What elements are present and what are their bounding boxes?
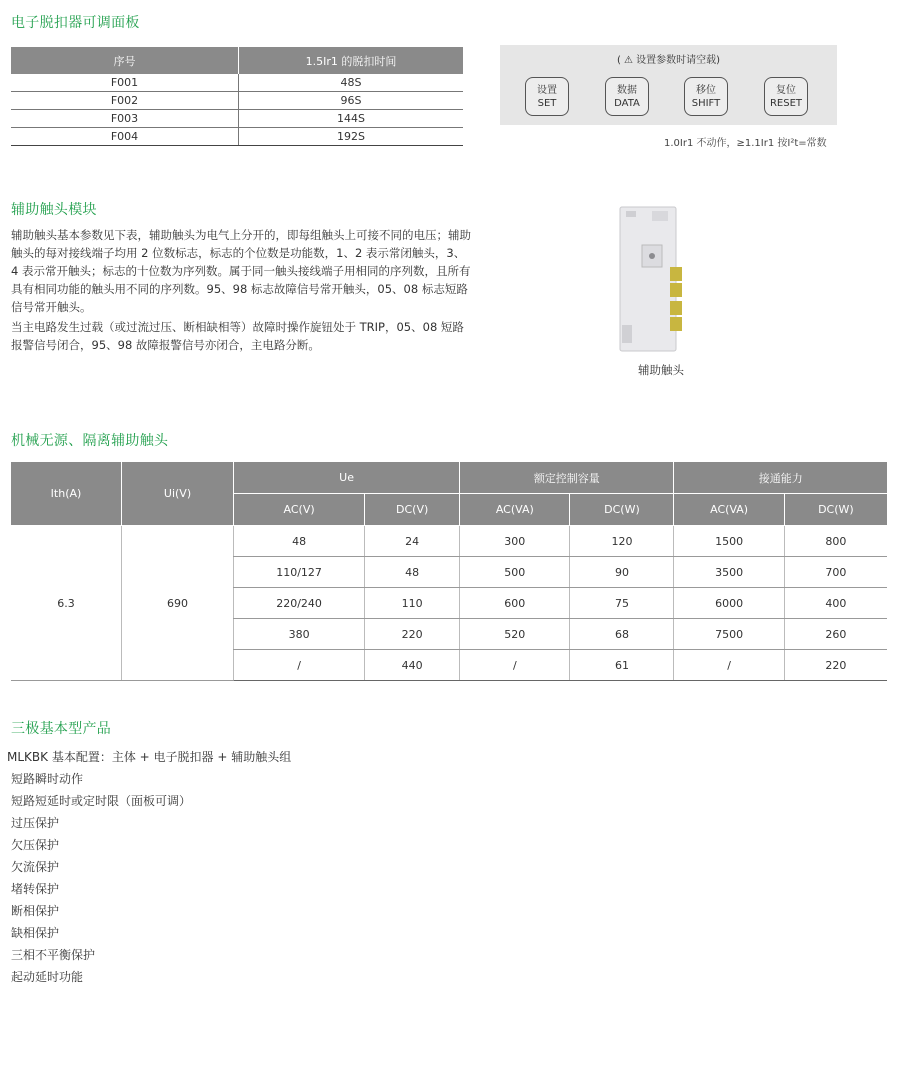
set-button[interactable]	[525, 77, 569, 116]
cell: 220	[784, 650, 887, 681]
reset-button-en: RESET	[769, 97, 803, 109]
cell: 300	[460, 526, 570, 557]
list-item: 过压保护	[11, 816, 60, 830]
cell-ui: 690	[122, 526, 234, 681]
col-header-making-ac: AC(VA)	[674, 494, 784, 526]
feature-list	[7, 746, 292, 988]
col-header-making-capacity: 接通能力	[674, 462, 887, 494]
cell: 380	[234, 619, 365, 650]
panel-note: 1.0Ir1 不动作，≥1.1Ir1 按I²t=常数	[664, 138, 827, 149]
col-header-making-dc: DC(W)	[784, 494, 887, 526]
cell: 90	[570, 557, 674, 588]
cell: 24	[365, 526, 460, 557]
cell: 110/127	[234, 557, 365, 588]
shift-button[interactable]	[684, 77, 728, 116]
cell: F002	[11, 92, 239, 110]
cell: 400	[784, 588, 887, 619]
cell: 110	[365, 588, 460, 619]
list-item: 短路短延时或定时限（面板可调）	[11, 794, 192, 808]
section-title-3pole: 三极基本型产品	[11, 721, 112, 737]
shift-button-en: SHIFT	[691, 97, 721, 109]
set-button-cn: 设置	[537, 84, 557, 96]
section-title-trip-panel: 电子脱扣器可调面板	[11, 15, 140, 31]
cell: 48	[234, 526, 365, 557]
col-header-ue-dc: DC(V)	[365, 494, 460, 526]
table-row	[11, 526, 887, 557]
cell: 48S	[239, 74, 464, 92]
cell: 440	[365, 650, 460, 681]
section-title-mech-contact: 机械无源、隔离辅助触头	[11, 433, 169, 449]
cell: 96S	[239, 92, 464, 110]
cell: 520	[460, 619, 570, 650]
cell: /	[460, 650, 570, 681]
cell: 500	[460, 557, 570, 588]
cell: /	[234, 650, 365, 681]
list-item: 短路瞬时动作	[11, 772, 84, 786]
cell: 48	[365, 557, 460, 588]
col-header-rated-capacity: 额定控制容量	[460, 462, 674, 494]
col-header-rated-dc: DC(W)	[570, 494, 674, 526]
col-header-ith: Ith(A)	[11, 462, 122, 526]
cell: 68	[570, 619, 674, 650]
aux-contact-image	[612, 205, 692, 355]
cell: /	[674, 650, 784, 681]
cell: 1500	[674, 526, 784, 557]
trip-time-table	[11, 47, 463, 146]
cell: 220/240	[234, 588, 365, 619]
cell: 61	[570, 650, 674, 681]
col-header-no: 序号	[11, 47, 239, 74]
section-title-aux-contact: 辅助触头模块	[11, 202, 97, 218]
aux-paragraph-1: 辅助触头基本参数见下表，辅助触头为电气上分开的，即每组触头上可接不同的电压；辅助触头的每对接线端子均用 2 位数标志，标志的个位数是功能数，1、2 表示常闭触头，3、4 表示常开触头；标志的十位数为序列数。属于同一触头接线端子用相同的序列数，且所有具有相同功能的触头用不同的序列数。95、98 标志故障信号常开触头，05、08 标志短路信号常开触头。	[11, 228, 471, 314]
cell: 700	[784, 557, 887, 588]
list-item: 堵转保护	[11, 882, 60, 896]
trip-unit-panel	[500, 45, 837, 125]
cell: 192S	[239, 128, 464, 146]
cell: 6000	[674, 588, 784, 619]
cell: 800	[784, 526, 887, 557]
col-header-ue-ac: AC(V)	[234, 494, 365, 526]
list-item: 断相保护	[11, 904, 60, 918]
reset-button[interactable]	[764, 77, 808, 116]
list-item: 三相不平衡保护	[11, 948, 96, 962]
cell-ith: 6.3	[11, 526, 122, 681]
table-row	[11, 92, 463, 110]
table-row	[11, 110, 463, 128]
set-button-en: SET	[537, 97, 557, 109]
list-item: 缺相保护	[11, 926, 60, 940]
list-item: 欠流保护	[11, 860, 60, 874]
cell: 220	[365, 619, 460, 650]
config-intro: MLKBK 基本配置：主体 + 电子脱扣器 + 辅助触头组	[7, 750, 292, 764]
col-header-ue: Ue	[234, 462, 460, 494]
cell: F004	[11, 128, 239, 146]
cell: 75	[570, 588, 674, 619]
cell: 600	[460, 588, 570, 619]
reset-button-cn: 复位	[776, 84, 796, 96]
cell: 3500	[674, 557, 784, 588]
aux-paragraph-2: 当主电路发生过载（或过流过压、断相缺相等）故障时操作旋钮处于 TRIP，05、08 短路报警信号闭合，95、98 故障报警信号亦闭合，主电路分断。	[11, 320, 464, 352]
cell: F003	[11, 110, 239, 128]
col-header-trip-time: 1.5Ir1 的脱扣时间	[239, 47, 464, 74]
cell: 120	[570, 526, 674, 557]
list-item: 起动延时功能	[11, 970, 84, 984]
col-header-rated-ac: AC(VA)	[460, 494, 570, 526]
list-item: 欠压保护	[11, 838, 60, 852]
cell: 260	[784, 619, 887, 650]
panel-warning: ( ⚠ 设置参数时请空载)	[616, 55, 721, 66]
data-button-en: DATA	[614, 97, 640, 109]
cell: 144S	[239, 110, 464, 128]
col-header-ui: Ui(V)	[122, 462, 234, 526]
table-row	[11, 74, 463, 92]
data-button[interactable]	[605, 77, 649, 116]
aux-contact-spec-table	[11, 462, 887, 681]
data-button-cn: 数据	[617, 84, 637, 96]
shift-button-cn: 移位	[696, 84, 716, 96]
table-row	[11, 128, 463, 146]
cell: 7500	[674, 619, 784, 650]
aux-contact-caption: 辅助触头	[638, 363, 684, 377]
cell: F001	[11, 74, 239, 92]
